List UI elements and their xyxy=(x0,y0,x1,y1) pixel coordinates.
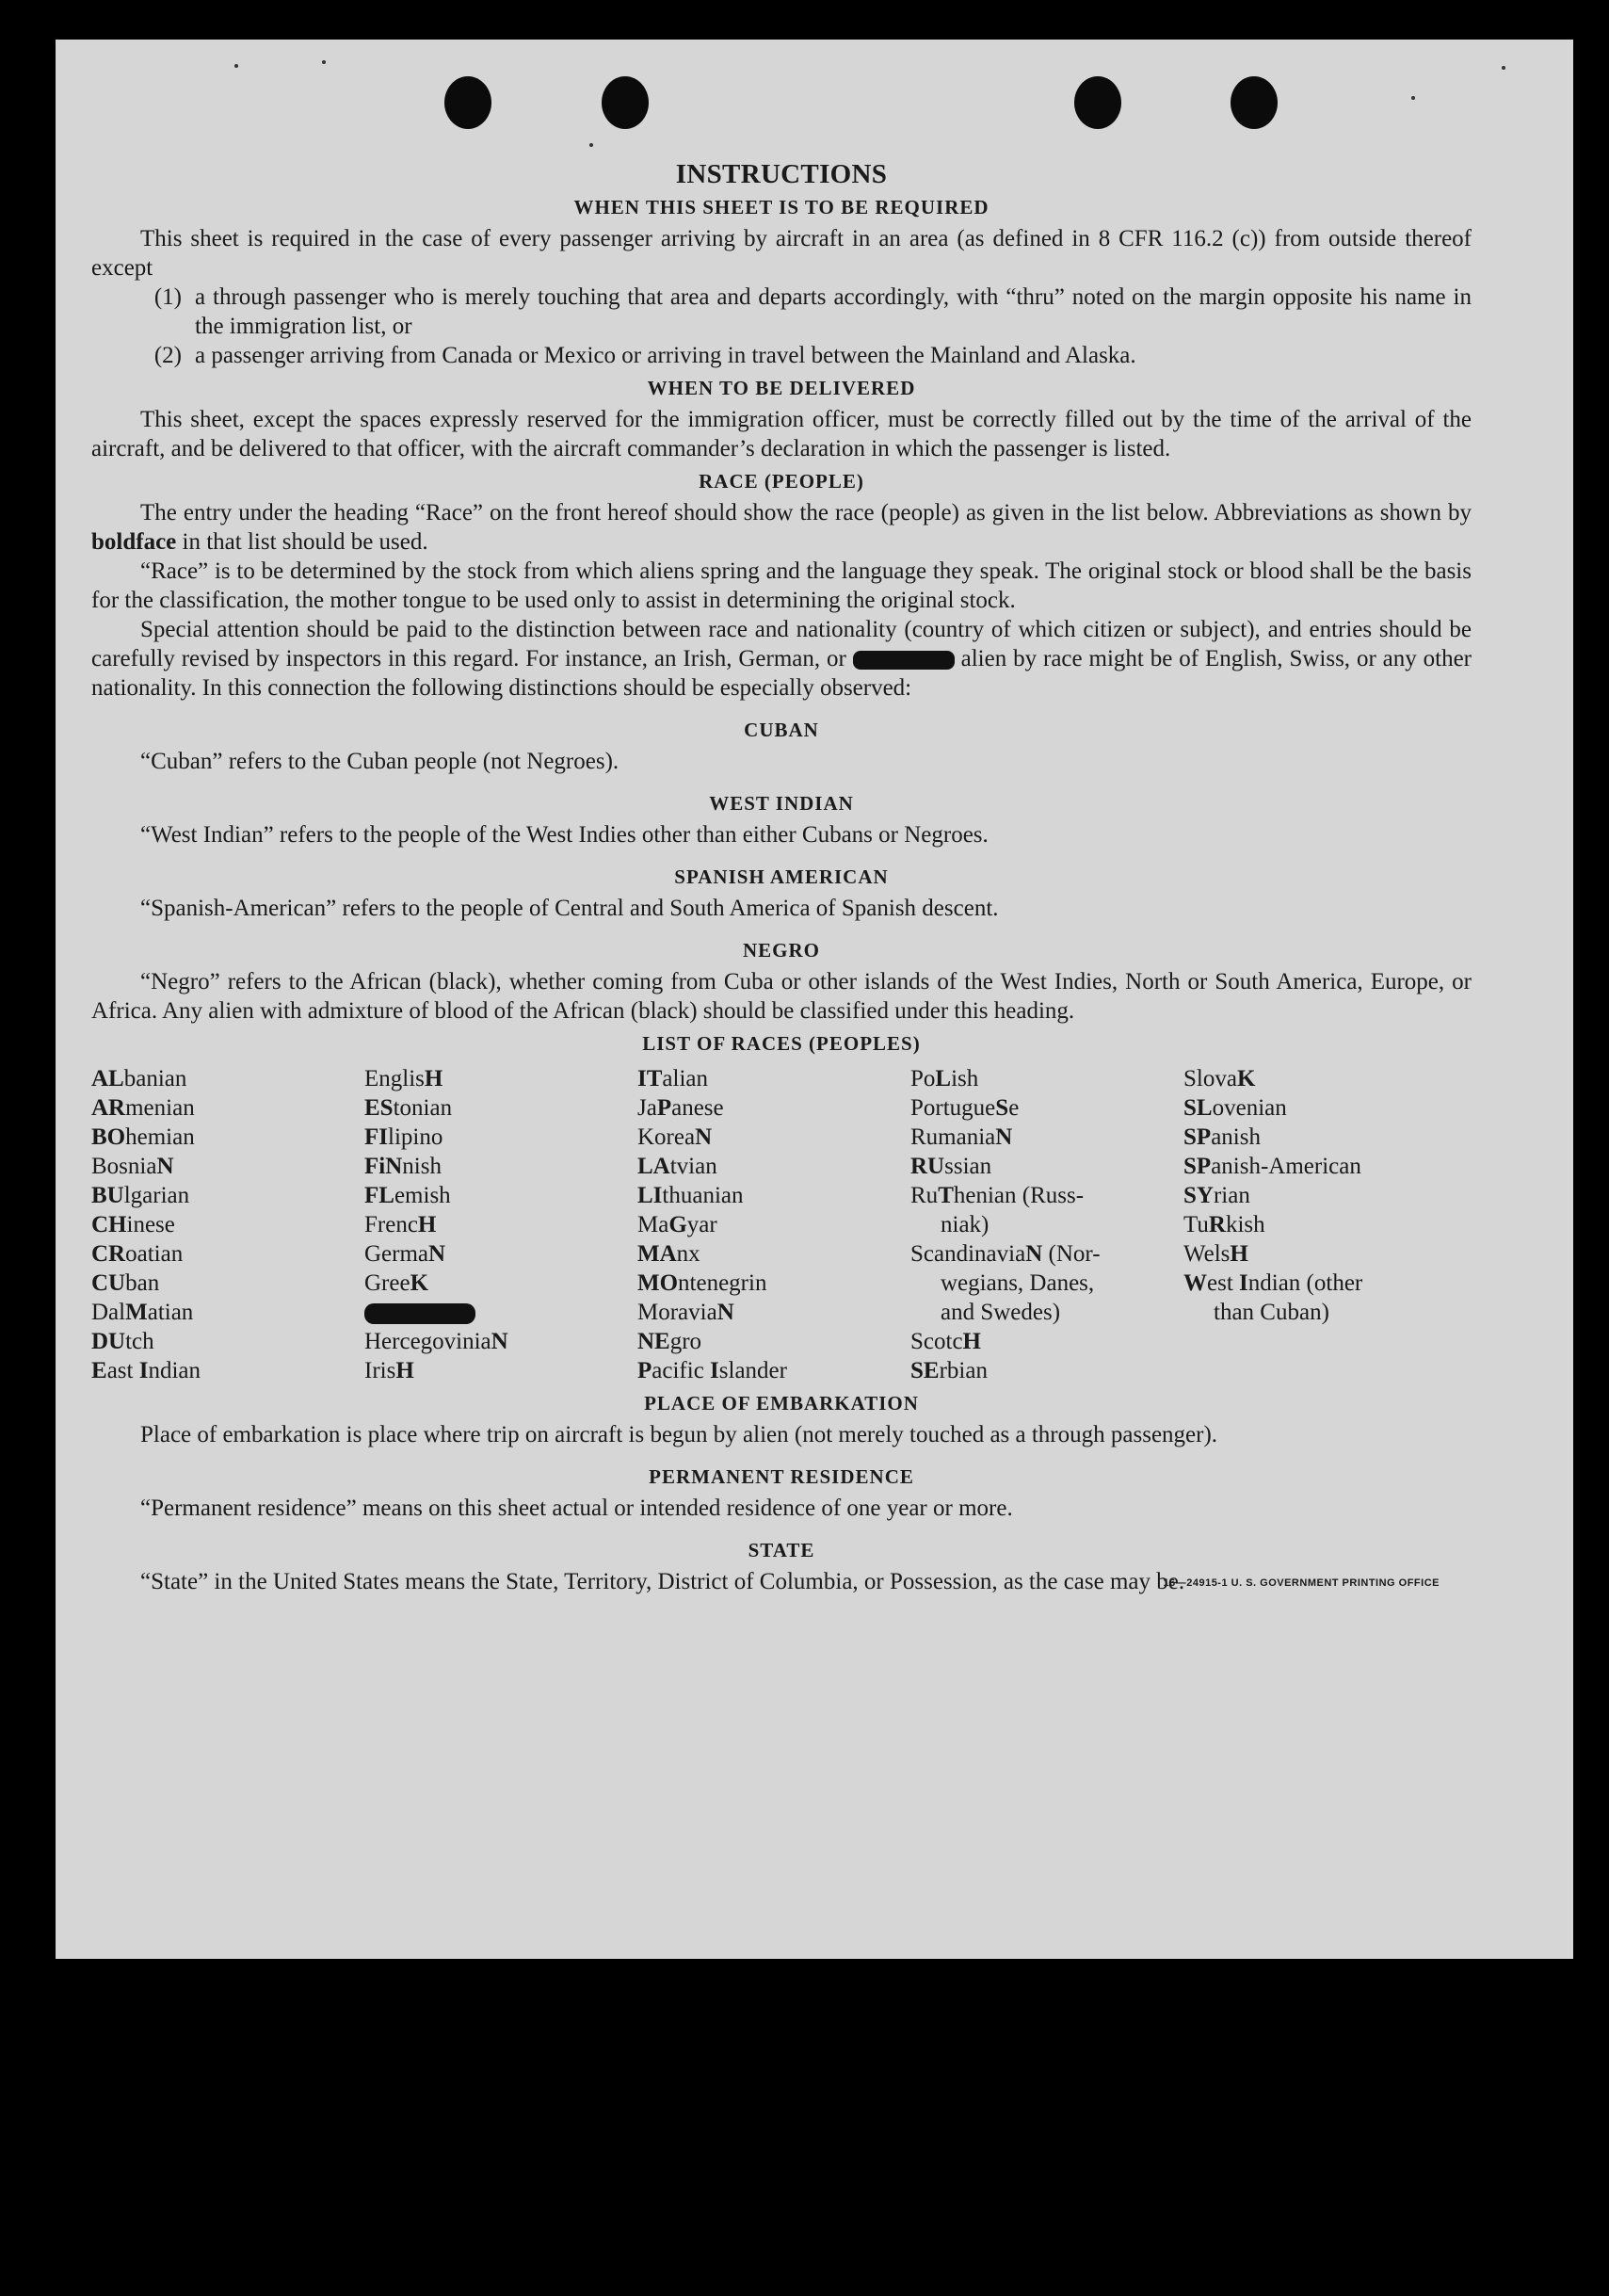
race-p1-end: in that list should be used. xyxy=(176,529,428,555)
race-column xyxy=(1183,1064,1466,1385)
race-abbrev: P xyxy=(656,1095,672,1121)
residence-text: “Permanent residence” means on this sheet actual or intended residence of one year or more. xyxy=(140,1496,1013,1521)
spanish-american-text: “Spanish-American” refers to the people of Central and South America of Spanish descent. xyxy=(140,896,999,921)
race-text: and Swedes) xyxy=(941,1300,1061,1325)
race-abbrev: L xyxy=(935,1066,952,1091)
scan-speck xyxy=(1502,66,1505,70)
section-heading-embarkation: PLACE OF EMBARKATION xyxy=(644,1392,919,1415)
race-text: Englis xyxy=(364,1066,425,1091)
section-heading-spanish-american: SPANISH AMERICAN xyxy=(674,865,889,888)
race-abbrev: H xyxy=(395,1358,414,1383)
race-entry xyxy=(91,1269,364,1298)
race-entry xyxy=(364,1269,637,1298)
race-text: Ja xyxy=(637,1095,657,1121)
required-intro: This sheet is required in the case of every passenger arriving by aircraft in an area (as defined in 8 CFR 116.2 (c)) from outside thereof except xyxy=(91,226,1472,281)
race-abbrev: CR xyxy=(91,1241,126,1267)
race-abbrev: BO xyxy=(91,1124,126,1150)
race-entry xyxy=(364,1239,637,1269)
race-entry xyxy=(1183,1123,1466,1152)
race-abbrev: DU xyxy=(91,1329,126,1354)
section-heading-cuban: CUBAN xyxy=(744,719,819,741)
race-text: est xyxy=(1207,1270,1240,1296)
race-entry xyxy=(364,1210,637,1239)
race-text: anish xyxy=(1211,1124,1261,1150)
race-abbrev: E xyxy=(91,1358,107,1383)
race-text: ndian xyxy=(148,1358,201,1383)
race-entry xyxy=(91,1298,364,1327)
race-entry xyxy=(91,1327,364,1356)
race-abbrev: AL xyxy=(91,1066,124,1091)
race-abbrev: G xyxy=(668,1212,687,1237)
race-abbrev: MO xyxy=(637,1270,679,1296)
cuban-text: “Cuban” refers to the Cuban people (not Negroes). xyxy=(140,749,619,774)
section-heading-race: RACE (PEOPLE) xyxy=(699,470,864,493)
race-abbrev: IT xyxy=(637,1066,663,1091)
race-entry xyxy=(364,1356,637,1385)
race-text: gro xyxy=(669,1329,702,1354)
race-entry xyxy=(637,1210,910,1239)
race-text: Gree xyxy=(364,1270,410,1296)
race-abbrev: I xyxy=(710,1358,719,1383)
race-entry xyxy=(910,1152,1183,1181)
race-abbrev: CH xyxy=(91,1212,127,1237)
race-list xyxy=(91,1064,1472,1385)
race-text: Frenc xyxy=(364,1212,418,1237)
race-text: nish xyxy=(402,1154,442,1179)
delivered-text: This sheet, except the spaces expressly reserved for the immigration officer, must be correctly filled out by the time of the arrival of the aircraft, and be delivered to that officer, with the aircraft commander’s declaration in which the passenger is listed. xyxy=(91,407,1472,461)
race-abbrev: BU xyxy=(91,1183,124,1208)
race-text: Dal xyxy=(91,1300,126,1325)
race-entry xyxy=(1183,1298,1466,1327)
scan-speck xyxy=(1411,96,1415,100)
race-entry xyxy=(637,1181,910,1210)
race-text: Iris xyxy=(364,1358,396,1383)
race-paragraph-1 xyxy=(91,498,1472,557)
race-text: Korea xyxy=(637,1124,696,1150)
race-text: lgarian xyxy=(123,1183,190,1208)
scan-speck xyxy=(589,143,593,147)
race-text: lipino xyxy=(388,1124,443,1150)
race-text: ssian xyxy=(944,1154,992,1179)
race-column xyxy=(910,1064,1183,1385)
race-abbrev: LA xyxy=(637,1154,670,1179)
race-text: anish-American xyxy=(1211,1154,1361,1179)
race-entry xyxy=(91,1064,364,1093)
race-text: ovenian xyxy=(1212,1095,1287,1121)
race-entry xyxy=(91,1181,364,1210)
race-text: rbian xyxy=(939,1358,988,1383)
race-entry xyxy=(364,1298,637,1327)
race-entry xyxy=(364,1064,637,1093)
race-abbrev: I xyxy=(1239,1270,1248,1296)
race-entry xyxy=(910,1356,1183,1385)
race-entry xyxy=(910,1298,1183,1327)
race-entry xyxy=(910,1239,1183,1269)
race-abbrev: N xyxy=(1025,1241,1043,1267)
race-abbrev: T xyxy=(938,1183,954,1208)
item-number: (2) xyxy=(153,343,182,368)
race-text: Po xyxy=(910,1066,936,1091)
race-text: Germa xyxy=(364,1241,429,1267)
printer-imprint: 16—24915-1 U. S. GOVERNMENT PRINTING OFFICE xyxy=(1163,1577,1440,1589)
race-entry xyxy=(364,1181,637,1210)
race-column xyxy=(91,1064,364,1385)
document-sheet xyxy=(56,40,1573,1959)
race-entry xyxy=(1183,1210,1466,1239)
race-text: Portugue xyxy=(910,1095,996,1121)
race-p1-bold: boldface xyxy=(91,529,177,555)
race-text: (Nor- xyxy=(1042,1241,1101,1267)
section-heading-delivered: WHEN TO BE DELIVERED xyxy=(647,377,916,399)
race-entry xyxy=(1183,1181,1466,1210)
race-abbrev: FL xyxy=(364,1183,394,1208)
required-item xyxy=(91,283,1472,341)
race-abbrev: SP xyxy=(1183,1154,1212,1179)
race-paragraph-3 xyxy=(91,615,1472,703)
race-abbrev: H xyxy=(1230,1241,1248,1267)
race-text: e xyxy=(1008,1095,1020,1121)
race-abbrev: SE xyxy=(910,1358,940,1383)
race-text: Wels xyxy=(1183,1241,1231,1267)
race-entry xyxy=(91,1123,364,1152)
race-abbrev: I xyxy=(138,1358,149,1383)
race-text: Slova xyxy=(1183,1066,1237,1091)
race-text: banian xyxy=(123,1066,187,1091)
race-text: ntenegrin xyxy=(678,1270,767,1296)
race-text: menian xyxy=(125,1095,195,1121)
race-text: acific xyxy=(652,1358,711,1383)
scan-speck xyxy=(234,64,238,68)
race-entry xyxy=(910,1181,1183,1210)
redaction-mark xyxy=(364,1303,475,1324)
race-p3-end: alien by race might be of English, Swiss, or any other nationality. In this connection the following distinctions should be especially observed: xyxy=(91,646,1472,701)
race-text: atian xyxy=(147,1300,194,1325)
race-abbrev: N xyxy=(716,1300,734,1325)
race-text: yar xyxy=(686,1212,717,1237)
race-entry xyxy=(1183,1093,1466,1123)
race-entry xyxy=(637,1327,910,1356)
race-entry xyxy=(637,1269,910,1298)
race-abbrev: S xyxy=(995,1095,1009,1121)
race-text: Ma xyxy=(637,1212,669,1237)
race-abbrev: N xyxy=(695,1124,713,1150)
section-heading-west-indian: WEST INDIAN xyxy=(709,792,854,815)
race-abbrev: R xyxy=(1208,1212,1226,1237)
race-text: Hercegovinia xyxy=(364,1329,491,1354)
race-text: Scotc xyxy=(910,1329,963,1354)
race-abbrev: SP xyxy=(1183,1124,1212,1150)
race-abbrev: P xyxy=(637,1358,652,1383)
race-entry xyxy=(910,1269,1183,1298)
race-abbrev: K xyxy=(1236,1066,1256,1091)
race-entry xyxy=(91,1210,364,1239)
section-heading-required: WHEN THIS SHEET IS TO BE REQUIRED xyxy=(573,196,990,218)
redaction-mark xyxy=(853,651,955,670)
race-entry xyxy=(364,1152,637,1181)
race-entry xyxy=(910,1210,1183,1239)
section-heading-list-of-races: LIST OF RACES (PEOPLES) xyxy=(642,1032,921,1055)
race-entry xyxy=(637,1093,910,1123)
race-abbrev: M xyxy=(125,1300,148,1325)
race-entry xyxy=(637,1152,910,1181)
state-block xyxy=(91,1567,1472,1596)
race-text: wegians, Danes, xyxy=(941,1270,1095,1296)
race-abbrev: W xyxy=(1183,1270,1207,1296)
page-title: INSTRUCTIONS xyxy=(675,159,888,189)
race-text: anese xyxy=(671,1095,724,1121)
punch-hole xyxy=(444,76,491,129)
race-text: tonian xyxy=(393,1095,453,1121)
race-abbrev: H xyxy=(424,1066,443,1091)
section-heading-negro: NEGRO xyxy=(742,939,820,962)
race-text: ast xyxy=(106,1358,139,1383)
race-text: Rumania xyxy=(910,1124,996,1150)
race-entry xyxy=(910,1064,1183,1093)
race-abbrev: CU xyxy=(91,1270,126,1296)
race-entry xyxy=(637,1123,910,1152)
race-text: henian (Russ- xyxy=(953,1183,1085,1208)
race-text: ban xyxy=(125,1270,160,1296)
race-text: kish xyxy=(1225,1212,1265,1237)
race-text: slander xyxy=(718,1358,787,1383)
race-column xyxy=(364,1064,637,1385)
race-entry xyxy=(1183,1269,1466,1298)
race-entry xyxy=(364,1093,637,1123)
race-entry xyxy=(1183,1152,1466,1181)
race-text: emish xyxy=(394,1183,451,1208)
race-text: alian xyxy=(662,1066,708,1091)
race-entry xyxy=(364,1123,637,1152)
race-abbrev: N xyxy=(428,1241,446,1267)
negro-text: “Negro” refers to the African (black), whether coming from Cuba or other islands of the West Indies, North or South America, Europe, or Africa. Any alien with admixture of blood of the African (black) should be classified under this heading. xyxy=(91,969,1472,1024)
race-p1-start: The entry under the heading “Race” on the front hereof should show the race (people) as given in the list below. Abbreviations as shown by xyxy=(140,500,1472,525)
west-indian-text: “West Indian” refers to the people of the West Indies other than either Cubans or Negroes. xyxy=(140,822,989,848)
race-abbrev: LI xyxy=(637,1183,663,1208)
race-abbrev: H xyxy=(417,1212,437,1237)
race-entry xyxy=(91,1356,364,1385)
race-entry xyxy=(910,1093,1183,1123)
race-paragraph-2: “Race” is to be determined by the stock from which aliens spring and the language they speak. The original stock or blood shall be the basis for the classification, the mother tongue to be used only to assist in determining the original stock. xyxy=(91,558,1472,613)
section-heading-residence: PERMANENT RESIDENCE xyxy=(649,1465,914,1488)
race-p3-start: Special attention should be paid to the distinction between race and nationality (country of which citizen or subject), and entries should be carefully revised by inspectors in this regard. For instance, an Irish, German, or xyxy=(91,617,1472,671)
item-text: a passenger arriving from Canada or Mexico or arriving in travel between the Mainland and Alaska. xyxy=(195,343,1136,368)
race-abbrev: SY xyxy=(1183,1183,1214,1208)
race-text: thuanian xyxy=(662,1183,744,1208)
race-abbrev: AR xyxy=(91,1095,126,1121)
race-abbrev: FiN xyxy=(364,1154,403,1179)
race-text: ndian (other xyxy=(1247,1270,1363,1296)
race-abbrev: N xyxy=(156,1154,174,1179)
embarkation-text: Place of embarkation is place where trip on aircraft is begun by alien (not merely touched as a through passenger). xyxy=(140,1422,1218,1447)
race-text: rian xyxy=(1213,1183,1250,1208)
punch-hole xyxy=(602,76,649,129)
punch-hole xyxy=(1231,76,1278,129)
race-entry xyxy=(91,1152,364,1181)
required-item xyxy=(91,341,1472,370)
race-text: hemian xyxy=(125,1124,195,1150)
race-entry xyxy=(910,1327,1183,1356)
race-text: Ru xyxy=(910,1183,939,1208)
race-abbrev: N xyxy=(491,1329,508,1354)
scan-speck xyxy=(322,60,326,64)
race-entry xyxy=(637,1239,910,1269)
race-entry xyxy=(91,1239,364,1269)
race-entry xyxy=(91,1093,364,1123)
race-entry xyxy=(1183,1064,1466,1093)
race-entry xyxy=(910,1123,1183,1152)
race-text: Moravia xyxy=(637,1300,717,1325)
race-abbrev: SL xyxy=(1183,1095,1213,1121)
item-number: (1) xyxy=(153,284,182,310)
race-abbrev: MA xyxy=(637,1241,677,1267)
race-abbrev: NE xyxy=(637,1329,670,1354)
race-abbrev: K xyxy=(410,1270,429,1296)
race-text: tch xyxy=(125,1329,154,1354)
race-text: Bosnia xyxy=(91,1154,157,1179)
race-text: oatian xyxy=(125,1241,184,1267)
race-entry xyxy=(364,1327,637,1356)
race-entry xyxy=(637,1064,910,1093)
state-text: “State” in the United States means the State, Territory, District of Columbia, or Possession, as the case may be. xyxy=(140,1569,1185,1594)
race-entry xyxy=(637,1356,910,1385)
race-text: ish xyxy=(951,1066,979,1091)
race-text: than Cuban) xyxy=(1214,1300,1329,1325)
race-abbrev: H xyxy=(962,1329,981,1354)
race-entry xyxy=(1183,1239,1466,1269)
race-text: tvian xyxy=(669,1154,717,1179)
item-text: a through passenger who is merely touching that area and departs accordingly, with “thru” noted on the margin opposite his name in the immigration list, or xyxy=(195,284,1472,339)
race-abbrev: FI xyxy=(364,1124,388,1150)
race-abbrev: N xyxy=(995,1124,1013,1150)
race-text: inese xyxy=(126,1212,175,1237)
race-text: nx xyxy=(676,1241,700,1267)
race-text: niak) xyxy=(941,1212,990,1237)
race-abbrev: RU xyxy=(910,1154,945,1179)
punch-hole xyxy=(1074,76,1121,129)
race-text: Scandinavia xyxy=(910,1241,1026,1267)
race-text: Tu xyxy=(1183,1212,1209,1237)
race-column xyxy=(637,1064,910,1385)
section-heading-state: STATE xyxy=(748,1539,815,1561)
instructions-content xyxy=(91,160,1472,1596)
race-entry xyxy=(637,1298,910,1327)
race-abbrev: ES xyxy=(364,1095,394,1121)
